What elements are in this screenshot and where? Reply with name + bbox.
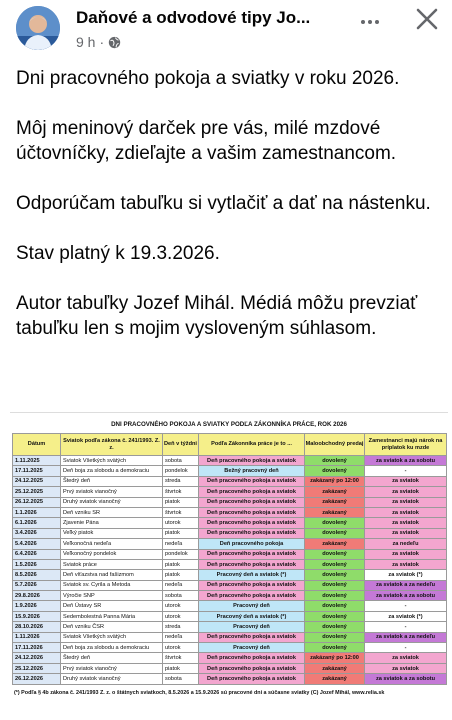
holiday-cell: Deň boja za slobodu a demokraciu [61,466,163,476]
retail-cell: dovolený [305,611,365,621]
rule-cell: Deň pracovného pokoja a sviatok [199,518,305,528]
date-cell: 25.12.2025 [13,487,61,497]
table-row [13,487,447,497]
rule-cell: Deň pracovného pokoja a sviatok [199,591,305,601]
retail-cell: zakázaný [305,497,365,507]
holiday-cell: Sedembolestná Panna Mária [61,611,163,621]
bonus-cell: za sviatok [365,487,447,497]
close-icon [412,4,442,34]
avatar-photo-icon [16,6,60,50]
holiday-cell: Veľkonočný pondelok [61,549,163,559]
table-row [13,580,447,590]
holiday-cell: Deň víťazstva nad fašizmom [61,570,163,580]
weekday-cell: piatok [163,528,199,538]
close-button[interactable] [412,4,442,34]
date-cell: 17.11.2026 [13,643,61,653]
more-dot-icon [361,20,365,24]
holiday-cell: Druhý sviatok vianočný [61,674,163,684]
globe-icon [108,36,121,49]
retail-cell: dovolený [305,466,365,476]
retail-cell: dovolený [305,456,365,466]
weekday-cell: piatok [163,663,199,673]
bonus-cell: za sviatok (*) [365,611,447,621]
date-cell: 3.4.2026 [13,528,61,538]
date-cell: 29.8.2026 [13,591,61,601]
date-cell: 8.5.2026 [13,570,61,580]
bonus-cell: za sviatok [365,476,447,486]
weekday-cell: sobota [163,674,199,684]
date-cell: 26.12.2025 [13,497,61,507]
bonus-cell: za sviatok a za sobotu [365,674,447,684]
date-cell: 1.1.2026 [13,507,61,517]
rule-cell: Deň pracovného pokoja a sviatok [199,528,305,538]
retail-cell: dovolený [305,549,365,559]
table-row [13,466,447,476]
rule-cell: Pracovný deň a sviatok (*) [199,611,305,621]
weekday-cell: streda [163,476,199,486]
date-cell: 5.4.2026 [13,539,61,549]
rule-cell: Deň pracovného pokoja a sviatok [199,632,305,642]
column-header: Zamestnanci majú nárok na príplatok ku mzde [365,434,447,456]
rule-cell: Deň pracovného pokoja a sviatok [199,559,305,569]
holiday-cell: Veľkonočná nedeľa [61,539,163,549]
bonus-cell: za sviatok [365,518,447,528]
post-image[interactable] [10,412,448,718]
holiday-cell: Sviatok sv. Cyrila a Metoda [61,580,163,590]
bonus-cell: za sviatok a za nedeľu [365,632,447,642]
post-text [16,66,440,366]
rule-cell: Deň pracovného pokoja a sviatok [199,580,305,590]
weekday-cell: sobota [163,456,199,466]
holiday-cell: Prvý sviatok vianočný [61,663,163,673]
post-header [0,0,452,56]
weekday-cell: utorok [163,601,199,611]
retail-cell: dovolený [305,528,365,538]
column-header: Dátum [13,434,61,456]
table-row [13,539,447,549]
retail-cell: zakázaný [305,487,365,497]
rule-cell: Deň pracovného pokoja a sviatok [199,497,305,507]
rule-cell: Deň pracovného pokoja a sviatok [199,507,305,517]
holiday-cell: Deň Ústavy SR [61,601,163,611]
retail-cell: zakázaný [305,663,365,673]
retail-cell: dovolený [305,643,365,653]
table-row [13,528,447,538]
retail-cell: dovolený [305,570,365,580]
date-cell: 15.9.2026 [13,611,61,621]
rule-cell: Deň pracovného pokoja a sviatok [199,674,305,684]
weekday-cell: utorok [163,643,199,653]
holiday-cell: Prvý sviatok vianočný [61,487,163,497]
table-row [13,643,447,653]
weekday-cell: piatok [163,570,199,580]
weekday-cell: nedeľa [163,539,199,549]
holiday-cell: Veľký piatok [61,528,163,538]
bonus-cell: - [365,622,447,632]
column-header: Podľa Zákonníka práce je to ... [199,434,305,456]
holiday-cell: Deň boja za slobodu a demokraciu [61,643,163,653]
date-cell: 24.12.2025 [13,476,61,486]
table-row [13,549,447,559]
post-paragraph: Odporúčam tabuľku si vytlačiť a dať na nástenku. [16,193,431,214]
weekday-cell: streda [163,622,199,632]
table-footnote: (*) Podľa § 4b zákona č. 241/1993 Z. z. o štátnych sviatkoch, 8.5.2026 a 15.9.2026 sú pracovné dni a súčasne sviatky (C) Jozef Mihál, www.relia.sk [14,689,385,696]
rule-cell: Deň pracovného pokoja a sviatok [199,456,305,466]
retail-cell: dovolený [305,580,365,590]
date-cell: 1.9.2026 [13,601,61,611]
bonus-cell: za sviatok [365,653,447,663]
retail-cell: dovolený [305,601,365,611]
date-cell: 6.1.2026 [13,518,61,528]
bonus-cell: za sviatok [365,559,447,569]
table-row [13,518,447,528]
rule-cell: Pracovný deň [199,643,305,653]
weekday-cell: štvrtok [163,507,199,517]
retail-cell: zakázaný [305,674,365,684]
table-row [13,663,447,673]
bonus-cell: za sviatok [365,507,447,517]
table-row [13,476,447,486]
date-cell: 5.7.2026 [13,580,61,590]
weekday-cell: nedeľa [163,580,199,590]
holiday-cell: Štedrý deň [61,653,163,663]
post-paragraph: Autor tabuľky Jozef Mihál. Médiá môžu prevziať tabuľku len s mojim vysloveným súhlasom. [16,293,418,339]
date-cell: 1.5.2026 [13,559,61,569]
column-header: Deň v týždni [163,434,199,456]
date-cell: 17.11.2025 [13,466,61,476]
bonus-cell: za sviatok a za sobotu [365,591,447,601]
weekday-cell: utorok [163,611,199,621]
table-row [13,653,447,663]
rule-cell: Deň pracovného pokoja a sviatok [199,663,305,673]
table-title: DNI PRACOVNÉHO POKOJA A SVIATKY PODĽA ZÁKONNÍKA PRÁCE, ROK 2026 [111,421,347,428]
rule-cell: Deň pracovného pokoja a sviatok [199,653,305,663]
date-cell: 28.10.2026 [13,622,61,632]
bonus-cell: za sviatok (*) [365,570,447,580]
retail-cell: zakázaný po 12:00 [305,653,365,663]
table-row [13,559,447,569]
retail-cell: dovolený [305,518,365,528]
rule-cell: Pracovný deň [199,622,305,632]
meta-separator: · [99,34,105,50]
bonus-cell: za nedeľu [365,539,447,549]
more-dot-icon [368,20,372,24]
date-cell: 1.11.2025 [13,456,61,466]
holiday-cell: Sviatok Všetkých svätých [61,632,163,642]
rule-cell: Pracovný deň [199,601,305,611]
date-cell: 1.11.2026 [13,632,61,642]
table-row [13,507,447,517]
weekday-cell: piatok [163,559,199,569]
holiday-cell: Štedrý deň [61,476,163,486]
rule-cell: Deň pracovného pokoja a sviatok [199,549,305,559]
table-row [13,456,447,466]
table-row [13,601,447,611]
weekday-cell: utorok [163,518,199,528]
retail-cell: dovolený [305,622,365,632]
page-name[interactable]: Daňové a odvodové tipy Jo... [76,8,311,27]
retail-cell: dovolený [305,559,365,569]
table-row [13,632,447,642]
column-header: Maloobchodný predaj [305,434,365,456]
date-cell: 25.12.2026 [13,663,61,673]
more-options-button[interactable] [358,10,382,34]
post-meta [76,34,121,50]
holiday-cell: Výročie SNP [61,591,163,601]
weekday-cell: štvrtok [163,487,199,497]
weekday-cell: pondelok [163,466,199,476]
holiday-cell: Deň vzniku ČSR [61,622,163,632]
bonus-cell: - [365,466,447,476]
bonus-cell: za sviatok a za nedeľu [365,580,447,590]
table-row [13,591,447,601]
post-paragraph: Môj meninový darček pre vás, milé mzdové účtovníčky, zdieľajte a vašim zamestnancom. [16,118,397,164]
retail-cell: zakázaný [305,507,365,517]
weekday-cell: piatok [163,497,199,507]
retail-cell: zakázaný po 12:00 [305,476,365,486]
rule-cell: Deň pracovného pokoja a sviatok [199,476,305,486]
date-cell: 24.12.2026 [13,653,61,663]
bonus-cell: za sviatok [365,549,447,559]
holiday-cell: Druhý sviatok vianočný [61,497,163,507]
date-cell: 26.12.2026 [13,674,61,684]
weekday-cell: sobota [163,591,199,601]
retail-cell: zakázaný [305,539,365,549]
more-dot-icon [375,20,379,24]
holiday-table [12,433,447,685]
table-row [13,497,447,507]
rule-cell: Deň pracovného pokoja [199,539,305,549]
post-time[interactable]: 9 h [76,34,96,50]
retail-cell: dovolený [305,632,365,642]
rule-cell: Pracovný deň a sviatok (*) [199,570,305,580]
date-cell: 6.4.2026 [13,549,61,559]
avatar[interactable] [16,6,60,50]
table-row [13,611,447,621]
holiday-cell: Zjavenie Pána [61,518,163,528]
bonus-cell: - [365,643,447,653]
table-body [13,456,447,685]
bonus-cell: za sviatok [365,528,447,538]
bonus-cell: - [365,601,447,611]
weekday-cell: štvrtok [163,653,199,663]
table-header-row [13,434,447,456]
bonus-cell: za sviatok a za sobotu [365,456,447,466]
holiday-cell: Sviatok práce [61,559,163,569]
table-row [13,570,447,580]
column-header: Sviatok podľa zákona č. 241/1993. Z. z. [61,434,163,456]
table-row [13,622,447,632]
table-row [13,674,447,684]
bonus-cell: za sviatok [365,663,447,673]
weekday-cell: nedeľa [163,632,199,642]
post-paragraph: Stav platný k 19.3.2026. [16,243,220,264]
retail-cell: dovolený [305,591,365,601]
rule-cell: Bežný pracovný deň [199,466,305,476]
holiday-cell: Deň vzniku SR [61,507,163,517]
weekday-cell: pondelok [163,549,199,559]
holiday-cell: Sviatok Všetkých svätých [61,456,163,466]
rule-cell: Deň pracovného pokoja a sviatok [199,487,305,497]
post-paragraph: Dni pracovného pokoja a sviatky v roku 2026. [16,68,400,89]
bonus-cell: za sviatok [365,497,447,507]
